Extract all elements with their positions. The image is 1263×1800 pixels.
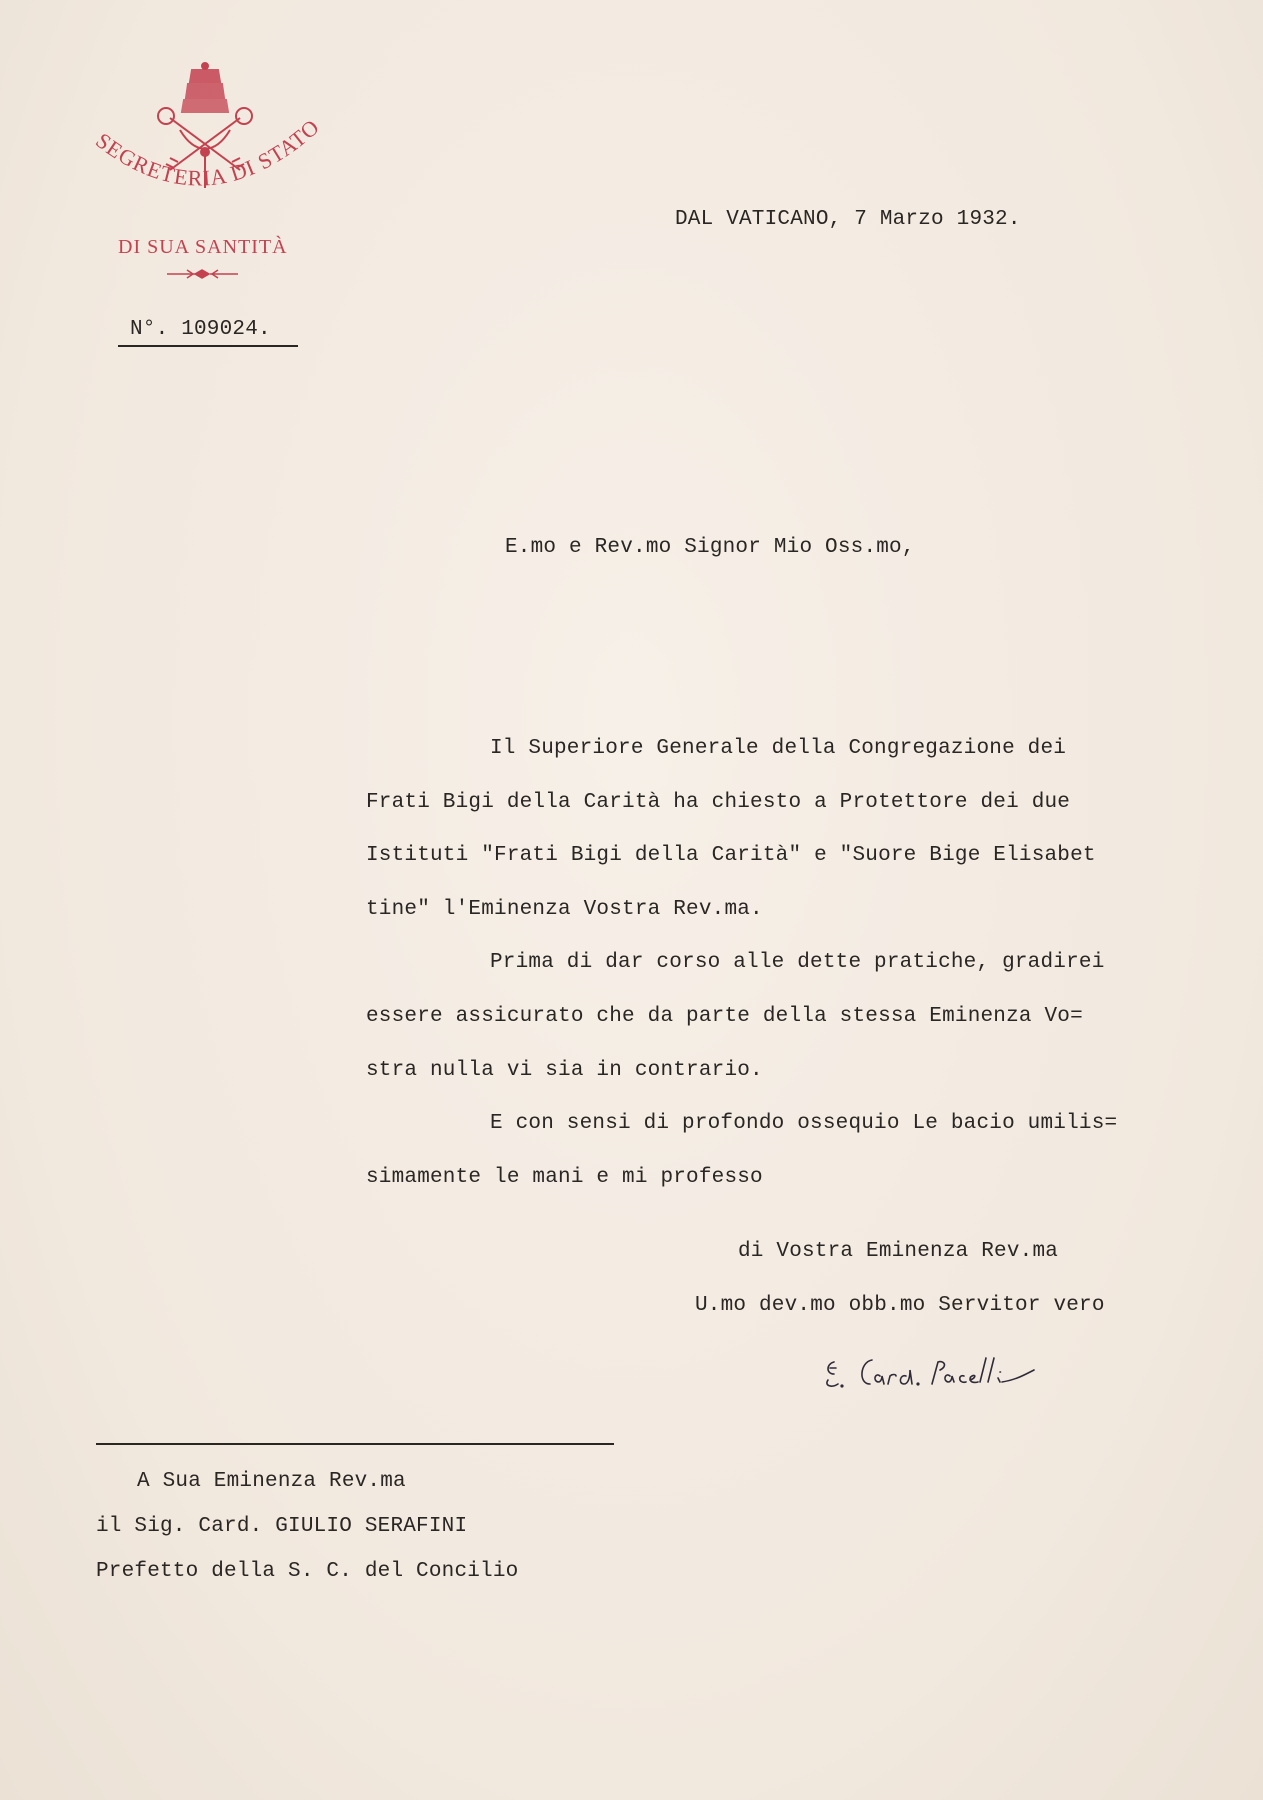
body-line: Il Superiore Generale della Congregazione dei [490, 737, 1067, 760]
body-line: Prima di dar corso alle dette pratiche, gradirei [490, 951, 1105, 975]
letter-body [366, 722, 1126, 1204]
body-line: E con sensi di profondo ossequio Le bacio umilis= [490, 1112, 1118, 1136]
letterhead-arc-text: SEGRETERIA DI STATO [91, 113, 325, 191]
protocol-number: N°. 109024. [130, 318, 271, 341]
closing-line-1: di Vostra Eminenza Rev.ma [738, 1240, 1059, 1263]
ornament-icon [165, 268, 240, 280]
letterhead-arc [80, 110, 340, 240]
date-line: DAL VATICANO, 7 Marzo 1932. [675, 208, 1021, 231]
body-line: Istituti "Frati Bigi della Carità" e "Suore Bige Elisabet [366, 844, 1096, 868]
protocol-underline [118, 345, 298, 347]
body-line: Frati Bigi della Carità ha chiesto a Protettore dei due [366, 790, 1071, 814]
body-line: essere assicurato che da parte della stessa Eminenza Vo= [366, 1004, 1083, 1028]
addressee-line-2: il Sig. Card. GIULIO SERAFINI [96, 1515, 468, 1538]
addressee-line-1: A Sua Eminenza Rev.ma [137, 1470, 406, 1493]
addressee-rule [96, 1443, 614, 1445]
addressee-line-3: Prefetto della S. C. del Concilio [96, 1560, 519, 1583]
body-line: tine" l'Eminenza Vostra Rev.ma. [366, 897, 763, 921]
body-line: stra nulla vi sia in contrario. [366, 1058, 763, 1082]
salutation: E.mo e Rev.mo Signor Mio Oss.mo, [505, 536, 915, 559]
letterhead-subtitle: DI SUA SANTITÀ [118, 236, 288, 258]
handwritten-signature [820, 1340, 1040, 1400]
body-line: simamente le mani e mi professo [366, 1165, 763, 1189]
svg-text:SEGRETERIA DI STATO [91, 114, 324, 191]
closing-line-2: U.mo dev.mo obb.mo Servitor vero [695, 1294, 1105, 1317]
